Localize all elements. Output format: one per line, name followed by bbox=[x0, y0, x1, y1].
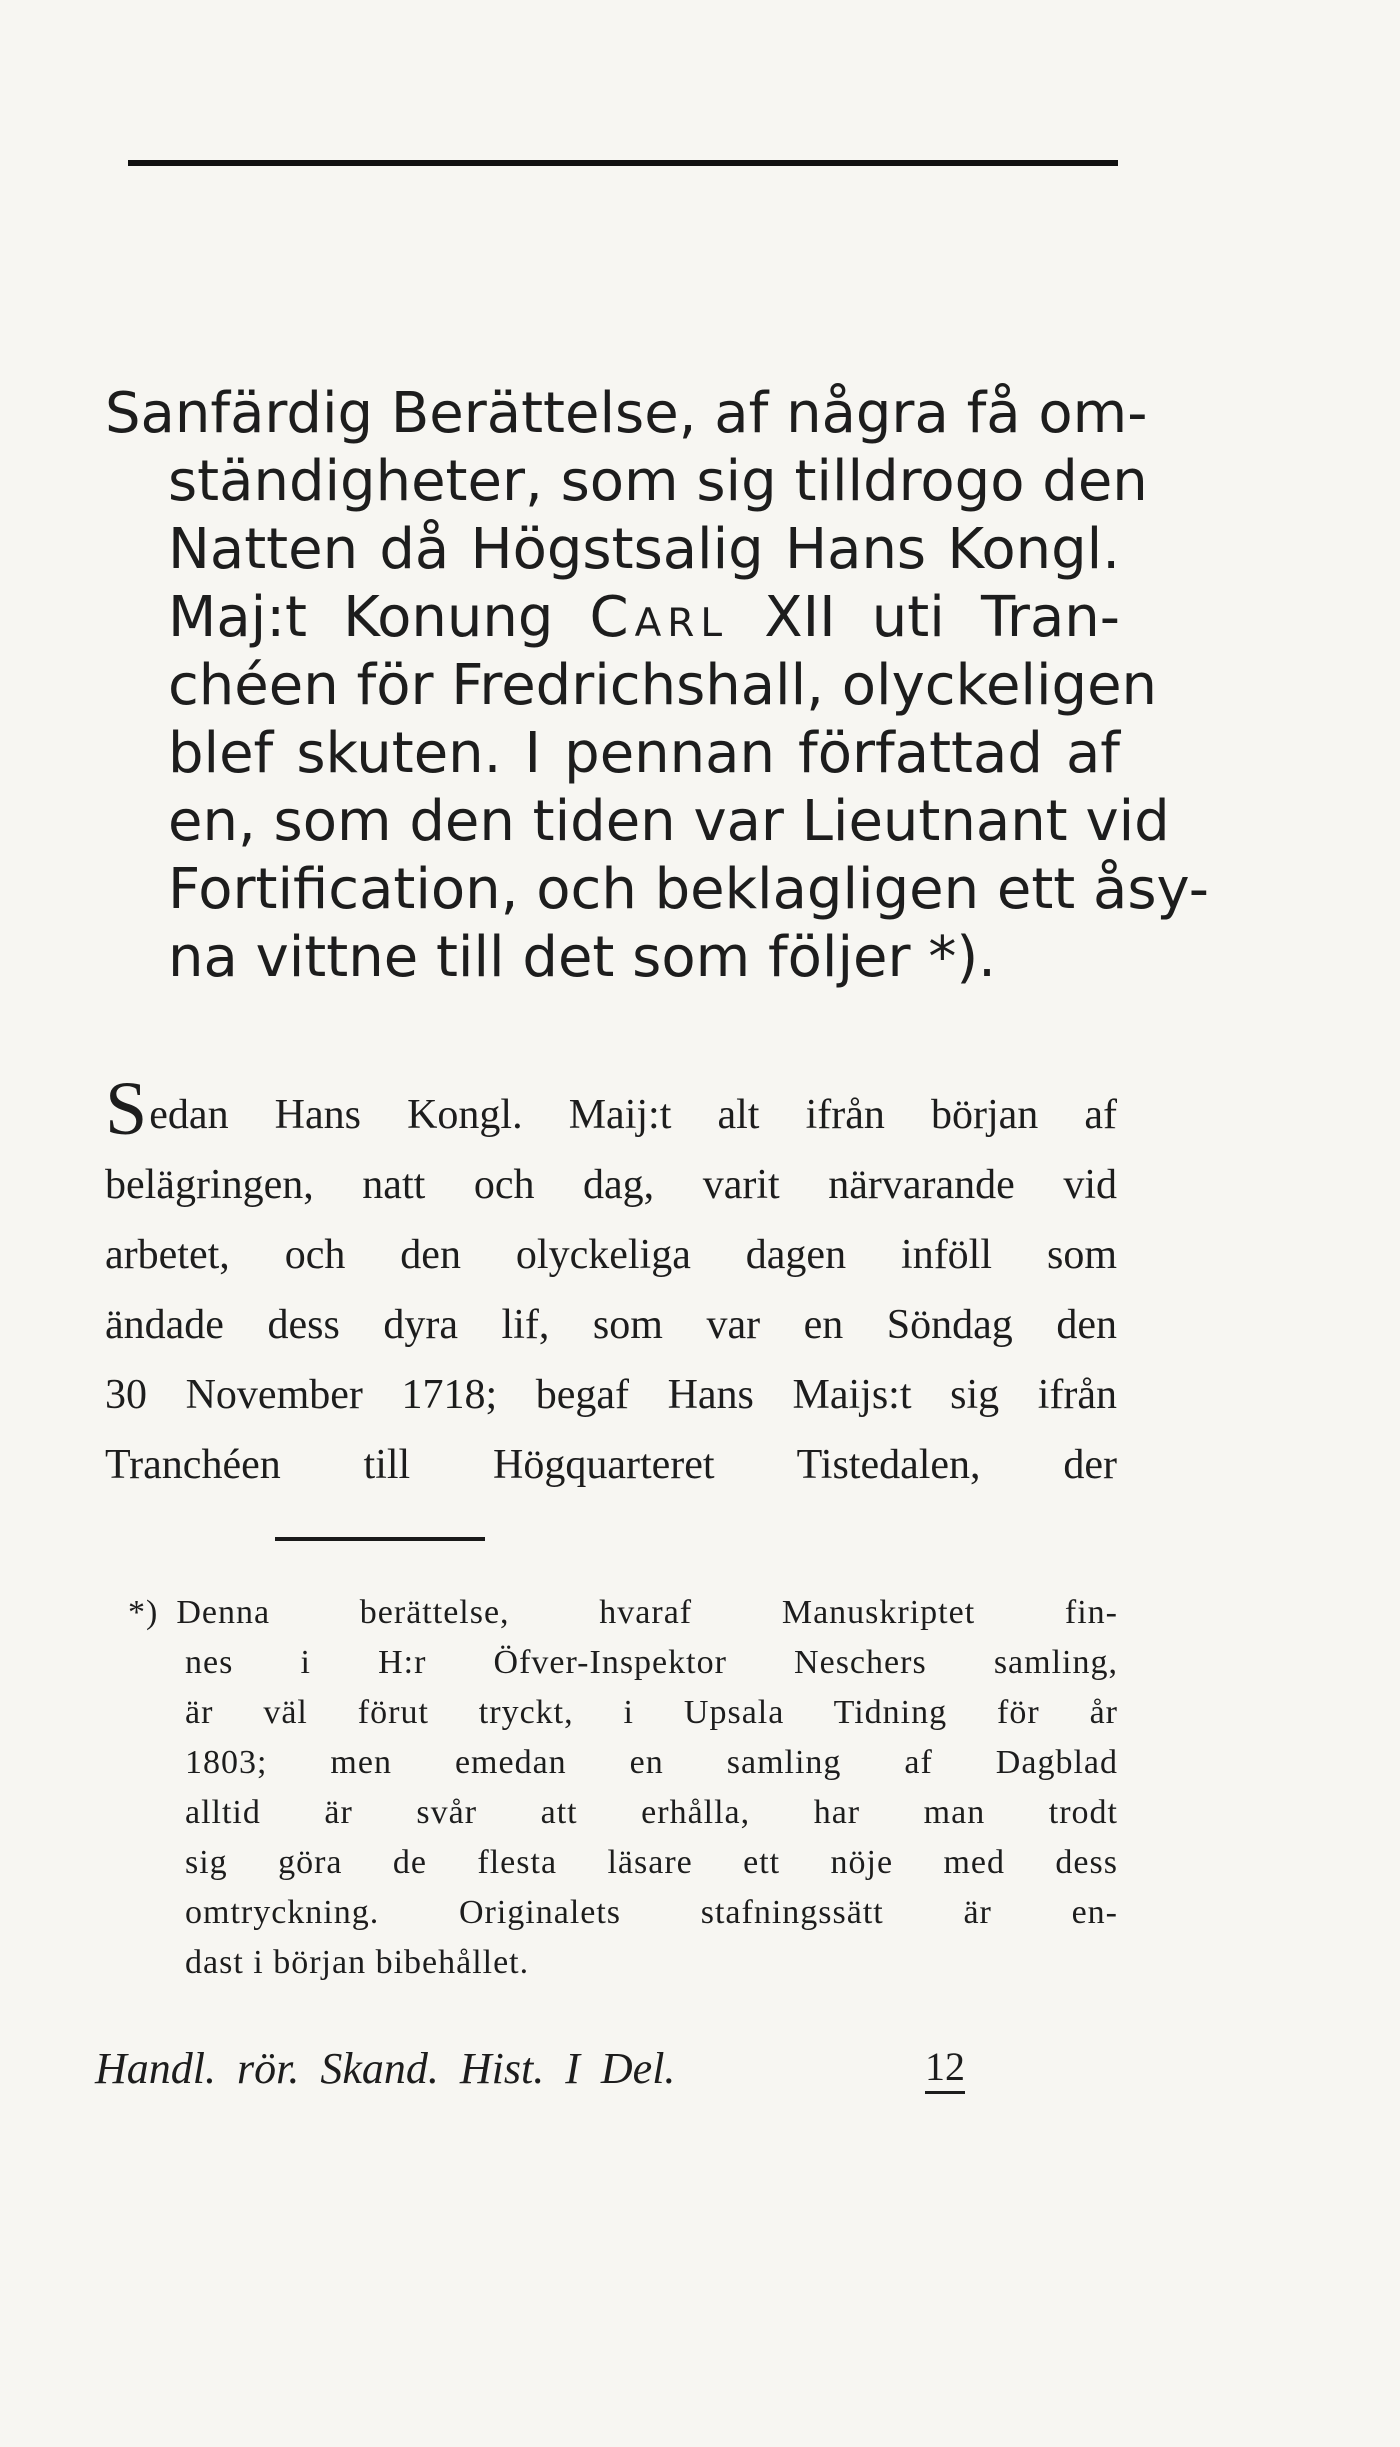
body-line-text: edan Hans Kongl. Maij:t alt ifrån början af bbox=[149, 1092, 1117, 1138]
footnote-line: omtryckning. Originalets stafningssätt är en- bbox=[185, 1894, 1118, 1931]
drop-letter: S bbox=[105, 1067, 148, 1151]
body-line: ändade dess dyra lif, som var en Söndag den bbox=[105, 1302, 1117, 1348]
footnote-line-text: Denna berättelse, hvaraf Manuskriptet fin- bbox=[176, 1594, 1118, 1631]
heading-line: Natten då Högstsalig Hans Kongl. bbox=[168, 517, 1120, 582]
footnote-line bbox=[128, 1588, 1118, 1638]
heading-line: blef skuten. I pennan författad af bbox=[168, 721, 1120, 786]
body-line: belägringen, natt och dag, varit närvarande vid bbox=[105, 1162, 1117, 1208]
footnote-line: sig göra de flesta läsare ett nöje med dess bbox=[185, 1844, 1118, 1881]
body-text bbox=[105, 1067, 1117, 1500]
footnote-line: dast i början bibehållet. bbox=[185, 1944, 530, 1981]
heading-line bbox=[105, 584, 1120, 652]
body-line bbox=[105, 1067, 1117, 1151]
footnote bbox=[128, 1588, 1118, 1988]
heading-line: Sanfärdig Berättelse, af några få om- bbox=[105, 381, 1148, 446]
footnote-marker: *) bbox=[128, 1594, 159, 1631]
signature-mark: 12 bbox=[925, 2043, 965, 2094]
heading-text: Maj:t Konung bbox=[168, 585, 554, 650]
heading-line: na vittne till det som följer *). bbox=[168, 925, 996, 990]
footnote-line: nes i H:r Öfver-Inspektor Neschers samling, bbox=[185, 1644, 1118, 1681]
body-line: arbetet, och den olyckeliga dagen inföll som bbox=[105, 1232, 1117, 1278]
running-footer-title: Handl. rör. Skand. Hist. I Del. bbox=[95, 2044, 676, 2093]
chapter-heading bbox=[105, 380, 1209, 992]
heading-line: ständigheter, som sig tilldrogo den bbox=[168, 449, 1148, 514]
footnote-line: är väl förut tryckt, i Upsala Tidning för år bbox=[185, 1694, 1118, 1731]
body-line: Tranchéen till Högquarteret Tistedalen, der bbox=[105, 1442, 1117, 1488]
heading-text: XII uti Tran- bbox=[764, 585, 1120, 650]
body-line: 30 November 1718; begaf Hans Maijs:t sig ifrån bbox=[105, 1372, 1117, 1418]
header-rule bbox=[128, 160, 1118, 166]
king-name: Carl bbox=[589, 585, 729, 650]
footnote-rule bbox=[275, 1537, 485, 1541]
footnote-line: 1803; men emedan en samling af Dagblad bbox=[185, 1744, 1118, 1781]
heading-line: en, som den tiden var Lieutnant vid bbox=[168, 789, 1170, 854]
page-footer bbox=[95, 2043, 1015, 2113]
heading-line: chéen för Fredrichshall, olyckeligen bbox=[168, 653, 1158, 718]
footnote-line: alltid är svår att erhålla, har man trodt bbox=[185, 1794, 1118, 1831]
heading-line: Fortification, och beklagligen ett åsy- bbox=[168, 857, 1209, 922]
